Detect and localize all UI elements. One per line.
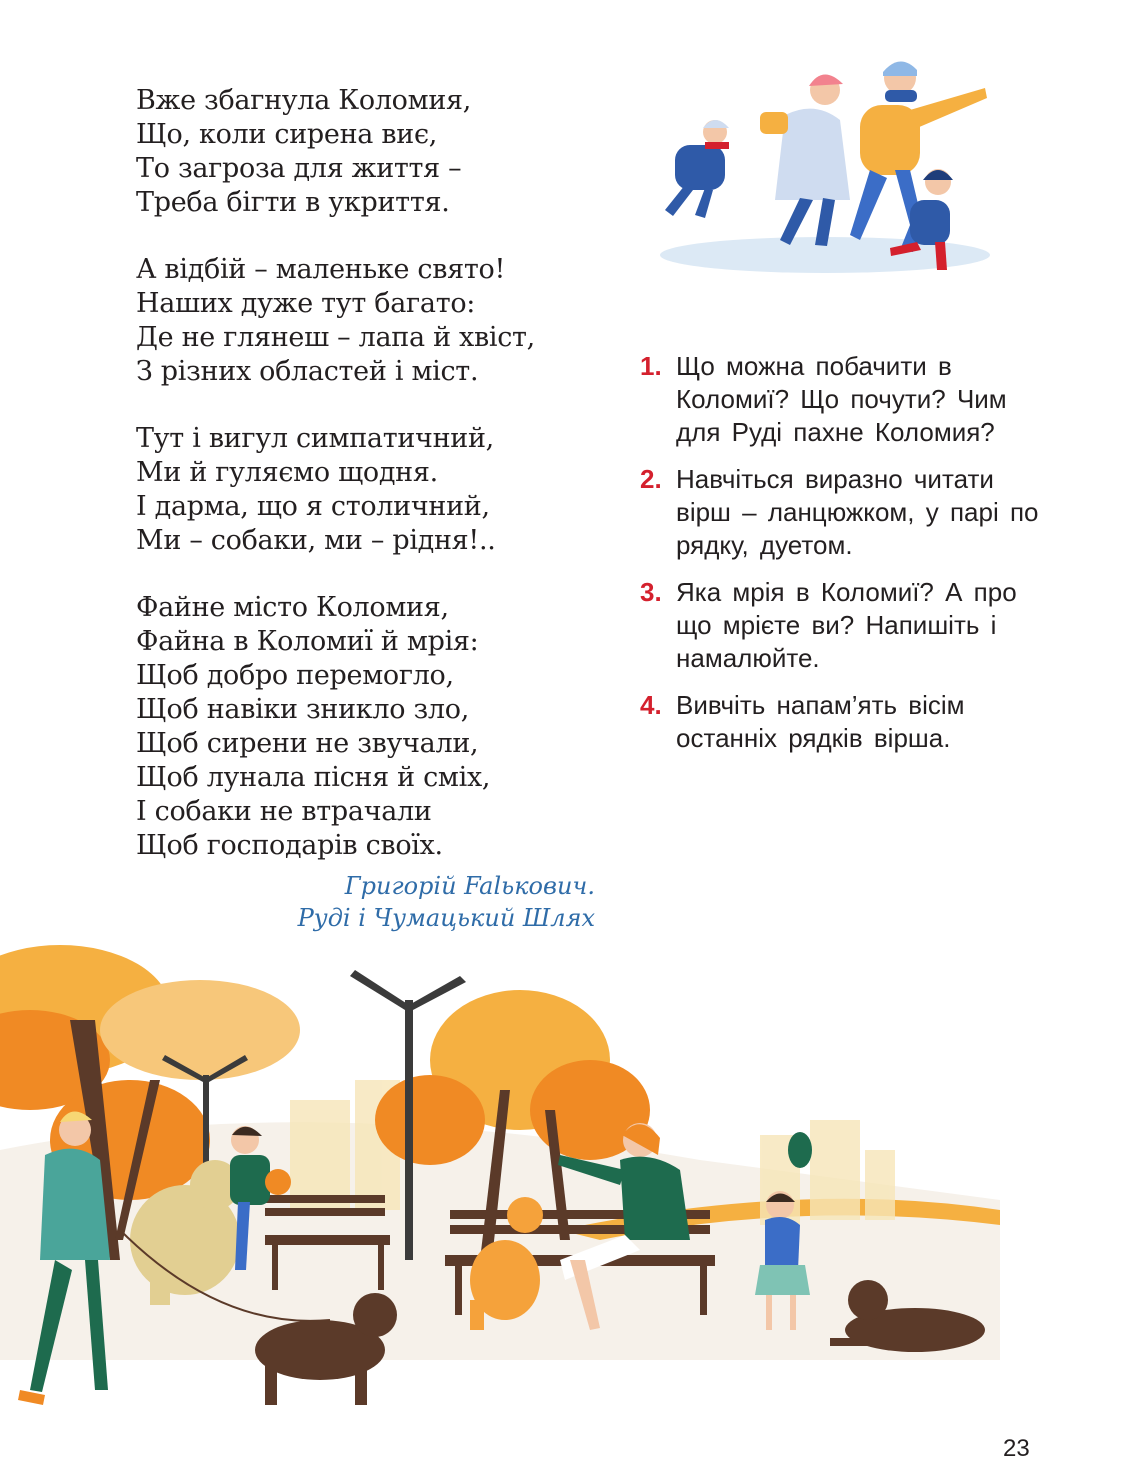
page-number: 23 xyxy=(1003,1435,1030,1462)
signature-book: Руді і Чумацький Шлях xyxy=(297,904,595,932)
autumn-park-illustration xyxy=(0,940,1133,1420)
question-number: 3. xyxy=(640,577,662,607)
poem-line: Щоб лунала пісня й сміх, xyxy=(136,762,491,793)
poem-line: Що, коли сирена виє, xyxy=(136,119,438,150)
poem-line: Щоб навіки зникло зло, xyxy=(136,694,469,725)
question-item xyxy=(640,576,1060,675)
poem-stanza xyxy=(136,422,606,558)
poem-line: І собаки не втрачали xyxy=(136,796,432,827)
poem-line: Треба бігти в укриття. xyxy=(136,187,450,218)
poem-line: Наших дуже тут багато: xyxy=(136,288,476,319)
poem-stanza xyxy=(136,84,606,220)
poem-line: Ми – собаки, ми – рідня!.. xyxy=(136,525,496,556)
poem-signature xyxy=(250,870,595,934)
question-item xyxy=(640,463,1060,562)
poem xyxy=(136,84,606,896)
poem-line: Щоб добро перемогло, xyxy=(136,660,454,691)
poem-line: То загроза для життя – xyxy=(136,153,462,184)
poem-line: А відбій – маленьке свято! xyxy=(136,254,506,285)
poem-line: І дарма, що я столичний, xyxy=(136,491,490,522)
poem-line: Ми й гуляємо щодня. xyxy=(136,457,438,488)
question-item xyxy=(640,350,1060,449)
question-text: Вивчіть напам’ять вісім останніх рядків вірша. xyxy=(676,690,965,753)
question-number: 1. xyxy=(640,351,662,381)
question-number: 4. xyxy=(640,690,662,720)
poem-stanza xyxy=(136,591,606,863)
question-text: Навчіться виразно читати вірш – ланцюжком, у парі по рядку, дуетом. xyxy=(676,464,1039,560)
question-item xyxy=(640,689,1060,755)
poem-line: Де не глянеш – лапа й хвіст, xyxy=(136,322,535,353)
poem-line: Вже збагнула Коломия, xyxy=(136,85,472,116)
poem-line: Файне місто Коломия, xyxy=(136,592,449,623)
family-running-illustration xyxy=(655,50,1000,280)
poem-line: Тут і вигул симпатичний, xyxy=(136,423,494,454)
mother-figure xyxy=(760,74,850,246)
question-text: Що можна побачити в Коломиї? Що почути? Чим для Руді пахне Коломия? xyxy=(676,351,1007,447)
poem-line: Файна в Коломиї й мрія: xyxy=(136,626,479,657)
questions-list xyxy=(640,350,1060,769)
poem-line: Щоб господарів своїх. xyxy=(136,830,443,861)
question-number: 2. xyxy=(640,464,662,494)
poem-line: Щоб сирени не звучали, xyxy=(136,728,479,759)
question-text: Яка мрія в Коломиї? А про що мрієте ви? Напишіть і намалюйте. xyxy=(676,577,1017,673)
poem-line: З різних областей і міст. xyxy=(136,356,479,387)
poem-stanza xyxy=(136,253,606,389)
signature-author: Григорій Falькович. xyxy=(344,872,595,900)
child-left-figure xyxy=(665,120,729,218)
